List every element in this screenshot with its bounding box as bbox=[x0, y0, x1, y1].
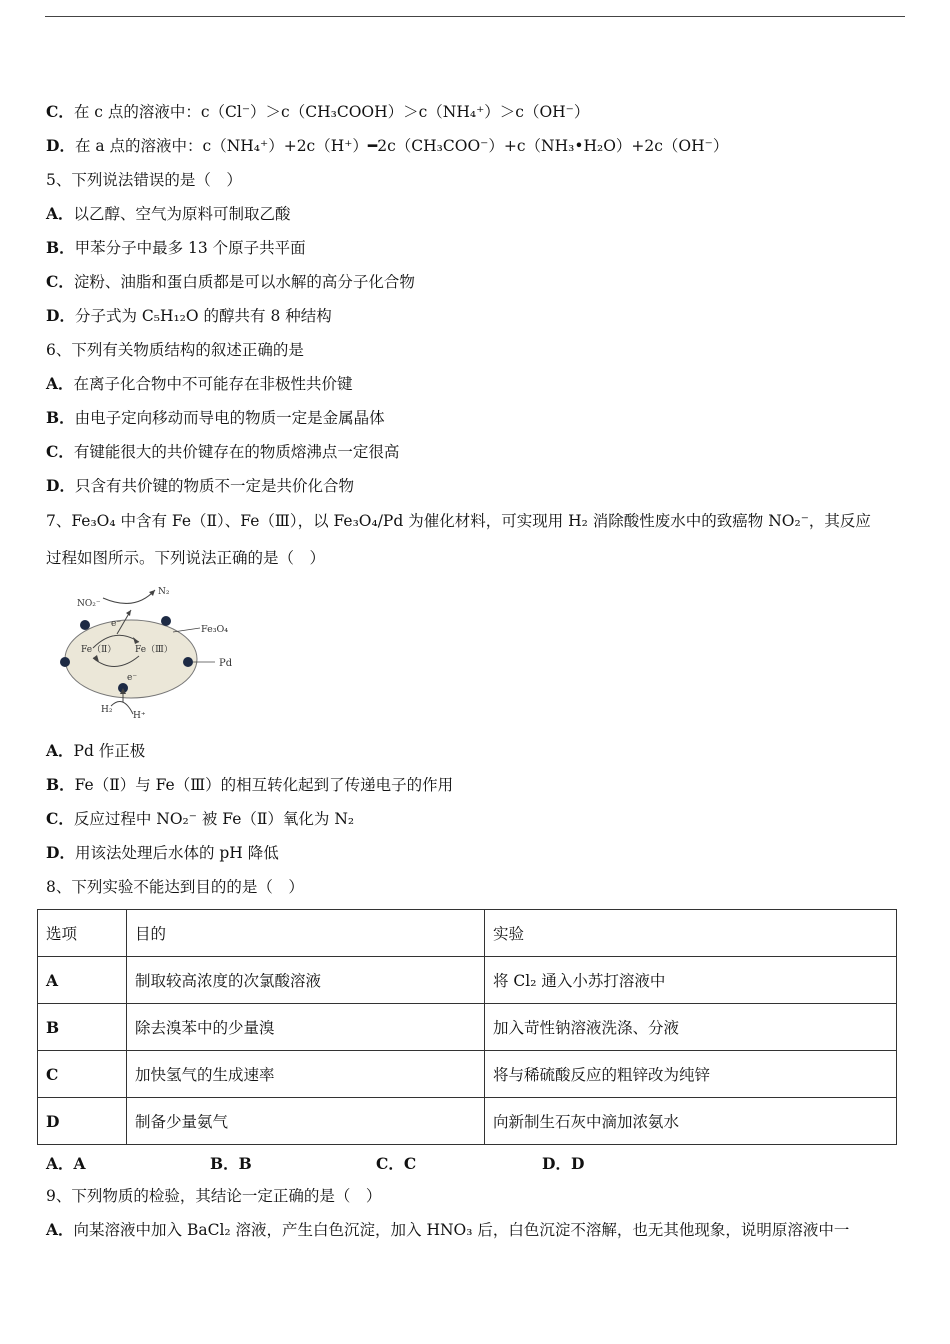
option-prefix: C． bbox=[46, 272, 74, 291]
line-text: 分子式为 C₅H₁₂O 的醇共有 8 种结构 bbox=[74, 307, 332, 325]
line-text: Pd 作正极 bbox=[73, 742, 146, 760]
option-prefix: A． bbox=[46, 204, 74, 223]
no2-label: NO₂⁻ bbox=[77, 599, 101, 609]
option-prefix: C． bbox=[46, 809, 74, 828]
electron-label-top: e⁻ bbox=[111, 619, 122, 629]
text-line-q5c bbox=[46, 272, 415, 292]
fe3o4-leader bbox=[173, 628, 200, 632]
option-prefix: D． bbox=[46, 306, 75, 325]
line-text: 用该法处理后水体的 pH 降低 bbox=[74, 844, 279, 862]
text-line-q5d bbox=[46, 306, 332, 326]
option-prefix: D． bbox=[46, 476, 75, 495]
line-text: Fe（Ⅱ）与 Fe（Ⅲ）的相互转化起到了传递电子的作用 bbox=[74, 776, 454, 794]
table-row bbox=[38, 1004, 897, 1051]
text-line-q6a bbox=[46, 374, 353, 394]
line-text: 只含有共价键的物质不一定是共价化合物 bbox=[74, 477, 354, 495]
table-cell: 制备少量氨气 bbox=[127, 1098, 485, 1145]
table-cell: D bbox=[38, 1098, 127, 1145]
h2-label: H₂ bbox=[101, 705, 113, 715]
table-row bbox=[38, 1051, 897, 1098]
line-text: 甲苯分子中最多 13 个原子共平面 bbox=[74, 239, 306, 257]
option-prefix: B． bbox=[46, 238, 75, 257]
text-line-q7d bbox=[46, 843, 279, 863]
option-prefix: D． bbox=[46, 843, 75, 862]
table-cell: 加快氢气的生成速率 bbox=[127, 1051, 485, 1098]
line-text: 向某溶液中加入 BaCl₂ 溶液，产生白色沉淀，加入 HNO₃ 后，白色沉淀不溶解，也无其他现象，说明原溶液中一 bbox=[73, 1221, 850, 1239]
line-text: 在 a 点的溶液中：c（NH₄⁺）+2c（H⁺）━2c（CH₃COO⁻）+c（NH₃•H₂O）+2c（OH⁻） bbox=[74, 137, 729, 155]
text-line-q9 bbox=[46, 1186, 381, 1206]
option-prefix: B． bbox=[46, 775, 75, 794]
text-line-q4d bbox=[46, 136, 728, 156]
text-line-q6d bbox=[46, 476, 354, 496]
text-line-q4c bbox=[46, 102, 589, 122]
table-cell: 加入苛性钠溶液洗涤、分液 bbox=[485, 1004, 897, 1051]
line-text: 以乙醇、空气为原料可制取乙酸 bbox=[73, 205, 291, 223]
answer-choice-a: A．A bbox=[46, 1154, 86, 1173]
line-text: 淀粉、油脂和蛋白质都是可以水解的高分子化合物 bbox=[73, 273, 415, 291]
text-line-q7a_line2 bbox=[46, 548, 325, 568]
text-line-q9a bbox=[46, 1220, 849, 1240]
line-text: 反应过程中 NO₂⁻ 被 Fe（Ⅱ）氧化为 N₂ bbox=[73, 810, 355, 828]
answer-choice-b: B．B bbox=[210, 1154, 252, 1173]
header-cell: 选项 bbox=[38, 910, 127, 957]
table-row bbox=[38, 957, 897, 1004]
reaction-mechanism-diagram bbox=[55, 582, 250, 724]
text-line-q8 bbox=[46, 877, 304, 897]
no2-to-n2-arrow bbox=[103, 590, 155, 603]
pd-dot bbox=[161, 616, 171, 626]
text-line-q7a_line1 bbox=[46, 511, 871, 531]
text-line-q5b bbox=[46, 238, 306, 258]
option-prefix: B． bbox=[46, 408, 75, 427]
text-line-q6b bbox=[46, 408, 385, 428]
text-line-q7b bbox=[46, 775, 453, 795]
fe3-label: Fe（Ⅲ） bbox=[135, 645, 173, 655]
header-cell: 目的 bbox=[127, 910, 485, 957]
pd-dot bbox=[183, 657, 193, 667]
table-cell: 向新制生石灰中滴加浓氨水 bbox=[485, 1098, 897, 1145]
table-cell: 除去溴苯中的少量溴 bbox=[127, 1004, 485, 1051]
table-cell: C bbox=[38, 1051, 127, 1098]
line-text: 过程如图所示。下列说法正确的是（ ） bbox=[46, 549, 326, 567]
hplus-label: H⁺ bbox=[133, 711, 146, 721]
n2-label: N₂ bbox=[158, 587, 170, 597]
option-prefix: D． bbox=[46, 136, 75, 155]
line-text: 8、下列实验不能达到目的的是（ ） bbox=[46, 878, 304, 896]
line-text: 有键能很大的共价键存在的物质熔沸点一定很高 bbox=[73, 443, 400, 461]
line-text: 7、Fe₃O₄ 中含有 Fe（Ⅱ）、Fe（Ⅲ），以 Fe₃O₄/Pd 为催化材料，可实现用 H₂ 消除酸性废水中的致癌物 NO₂⁻，其反应 bbox=[46, 512, 871, 530]
text-line-q5 bbox=[46, 170, 242, 190]
table-row bbox=[38, 1098, 897, 1145]
option-prefix: A． bbox=[46, 1220, 74, 1239]
text-line-q7a bbox=[46, 741, 145, 761]
fe3o4-label: Fe₃O₄ bbox=[201, 624, 229, 635]
experiment-table bbox=[37, 909, 897, 1145]
fe2-label: Fe（Ⅱ） bbox=[81, 645, 117, 655]
option-prefix: C． bbox=[46, 442, 74, 461]
text-line-q6 bbox=[46, 340, 304, 360]
pd-dot bbox=[60, 657, 70, 667]
answer-choice-c: C．C bbox=[376, 1154, 417, 1173]
line-text: 6、下列有关物质结构的叙述正确的是 bbox=[46, 341, 304, 359]
line-text: 由电子定向移动而导电的物质一定是金属晶体 bbox=[74, 409, 385, 427]
table-cell: 制取较高浓度的次氯酸溶液 bbox=[127, 957, 485, 1004]
header-cell: 实验 bbox=[485, 910, 897, 957]
pd-dot bbox=[80, 620, 90, 630]
table-cell: 将与稀硫酸反应的粗锌改为纯锌 bbox=[485, 1051, 897, 1098]
table-cell: A bbox=[38, 957, 127, 1004]
option-prefix: A． bbox=[46, 741, 74, 760]
option-prefix: A． bbox=[46, 374, 74, 393]
pd-label: Pd bbox=[219, 658, 233, 669]
text-line-q6c bbox=[46, 442, 399, 462]
line-text: 9、下列物质的检验，其结论一定正确的是（ ） bbox=[46, 1187, 382, 1205]
h2-to-hplus-arrow bbox=[111, 702, 133, 715]
electron-label-bottom: e⁻ bbox=[127, 673, 138, 683]
answer-choice-d: D．D bbox=[542, 1154, 585, 1173]
table-header-row bbox=[38, 910, 897, 957]
option-prefix: C． bbox=[46, 102, 74, 121]
text-line-q7c bbox=[46, 809, 354, 829]
table-cell: B bbox=[38, 1004, 127, 1051]
text-line-q5a bbox=[46, 204, 291, 224]
line-text: 5、下列说法错误的是（ ） bbox=[46, 171, 242, 189]
header-rule bbox=[45, 16, 905, 17]
answer-choices bbox=[46, 1152, 906, 1172]
line-text: 在离子化合物中不可能存在非极性共价键 bbox=[73, 375, 353, 393]
table-cell: 将 Cl₂ 通入小苏打溶液中 bbox=[485, 957, 897, 1004]
line-text: 在 c 点的溶液中：c（Cl⁻）＞c（CH₃COOH）＞c（NH₄⁺）＞c（OH⁻） bbox=[73, 103, 590, 121]
